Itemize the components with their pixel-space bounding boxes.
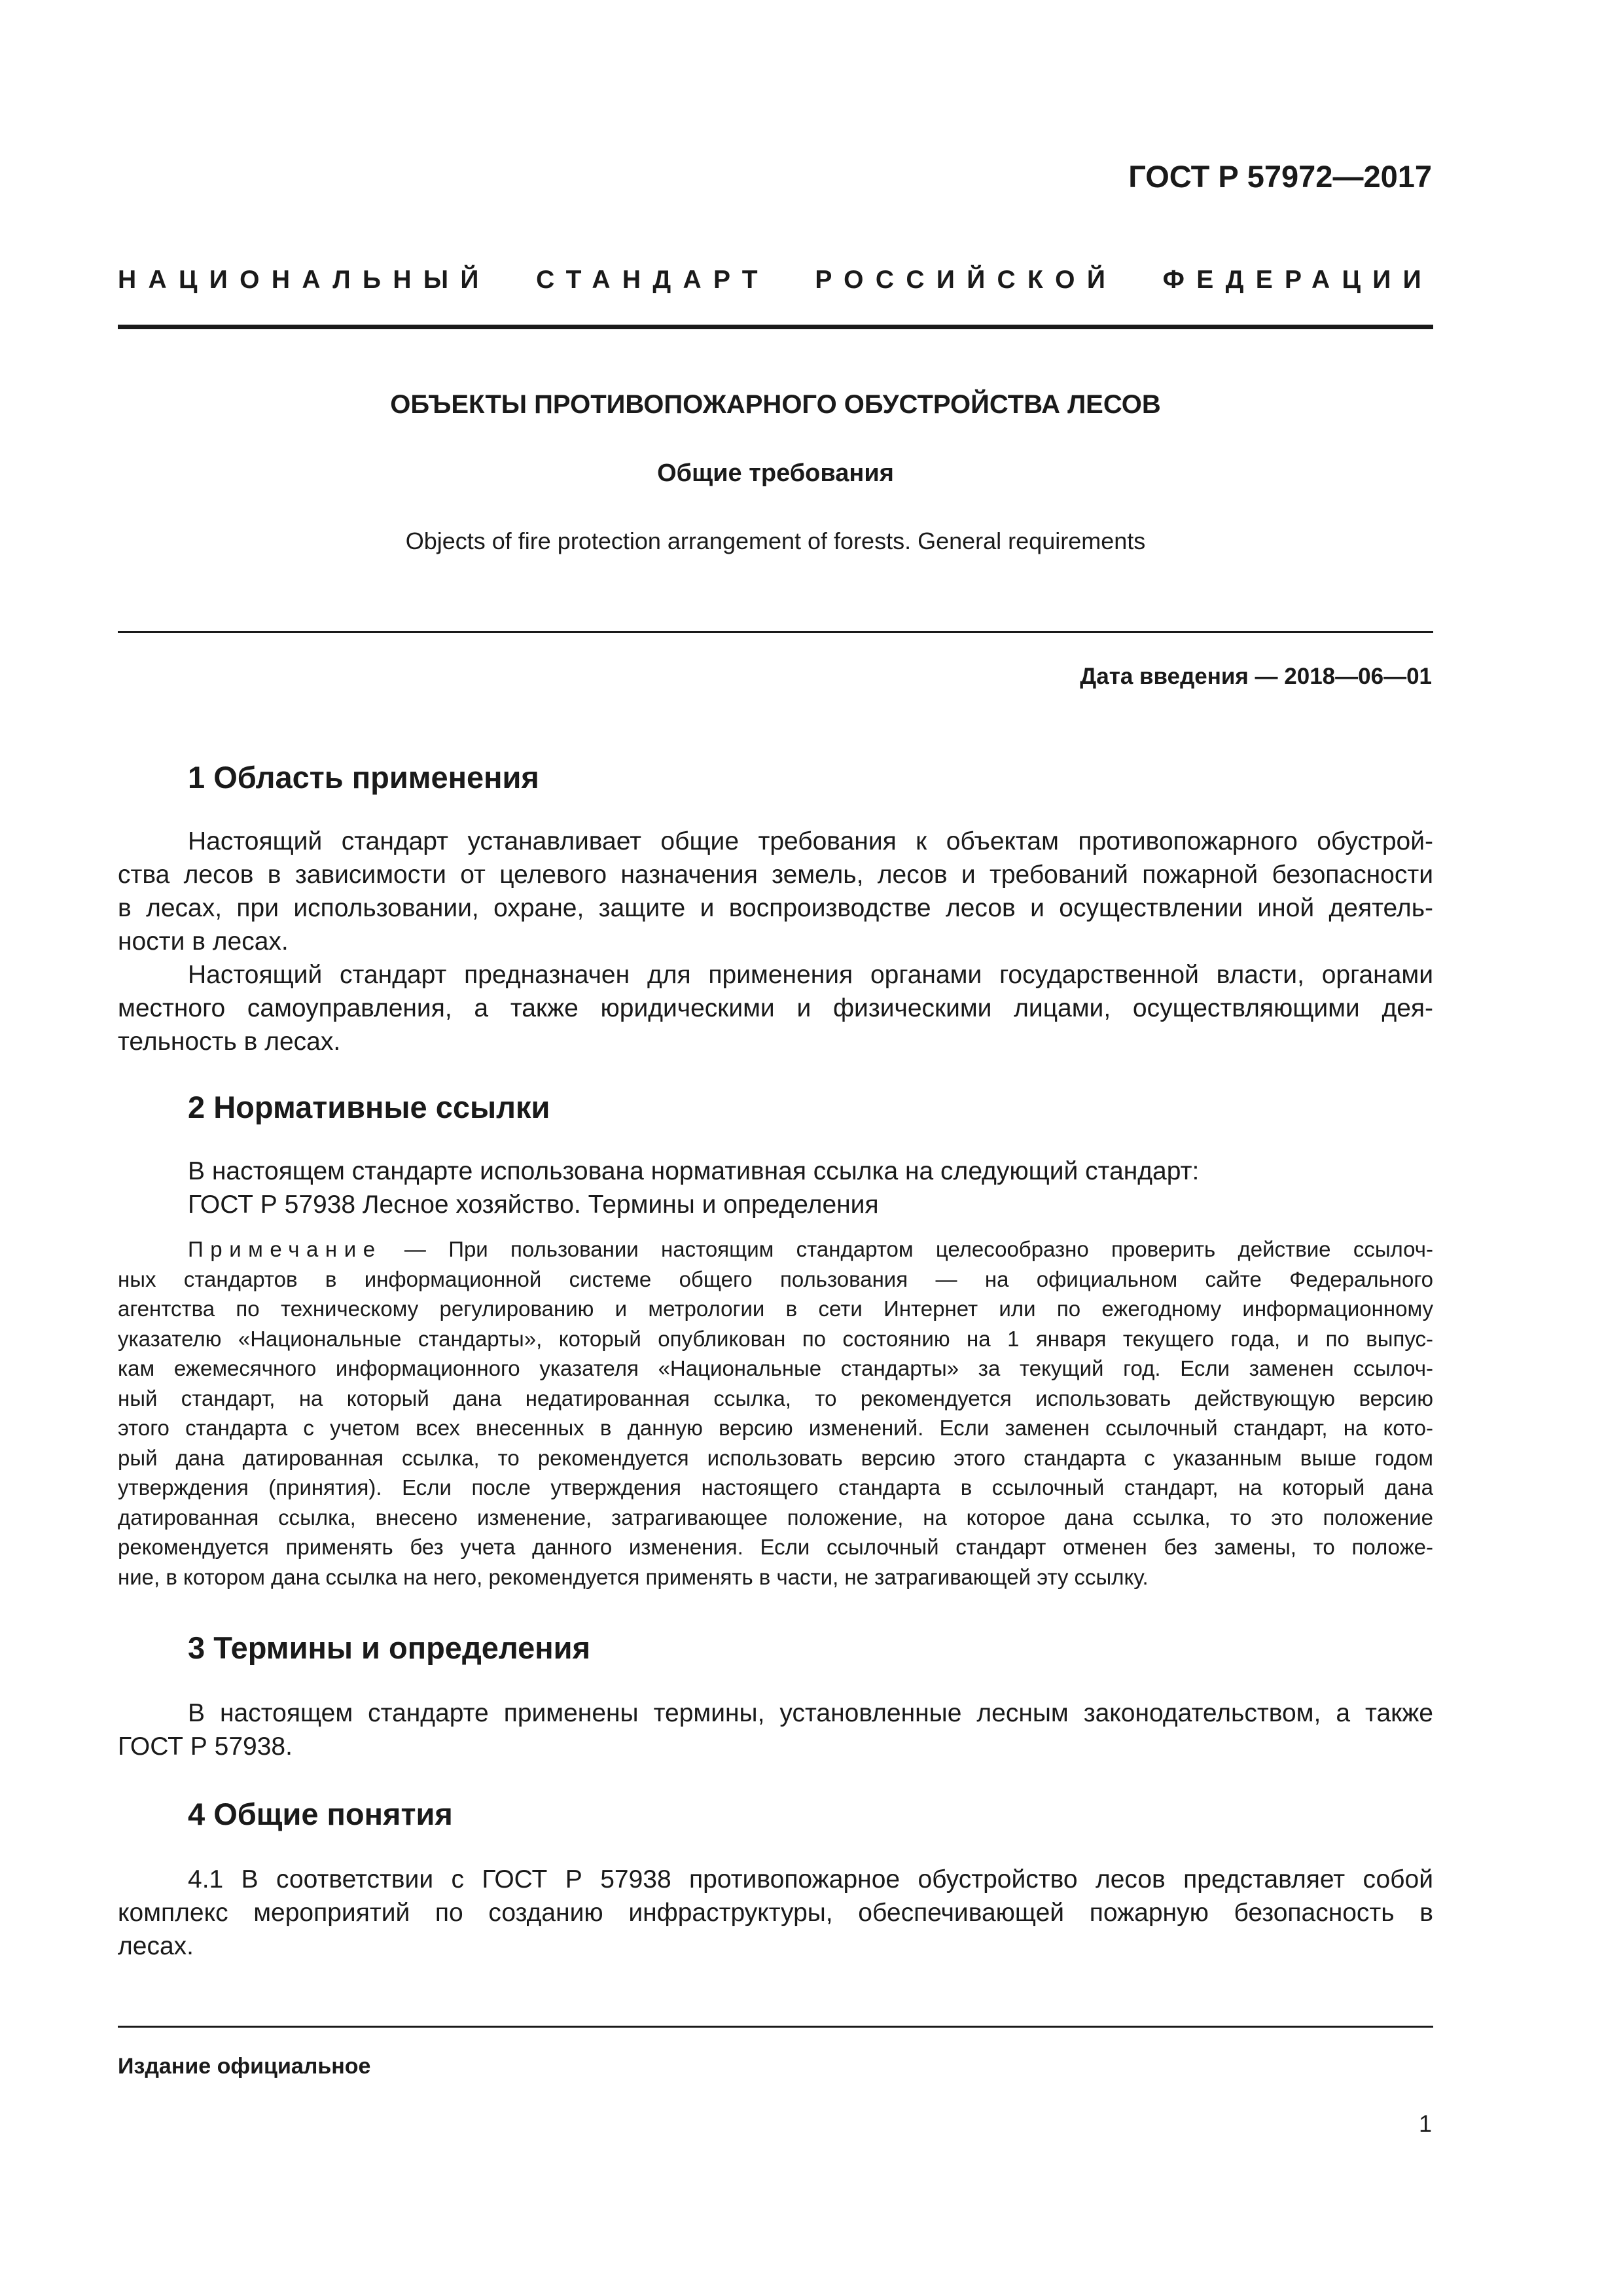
- normative-references-note: [118, 1234, 1433, 1592]
- note-line: кам ежемесячного информационного указателя «Национальные стандарты» за текущий год. Если заменен ссылоч-: [118, 1356, 1433, 1380]
- text-line: 4.1 В соответствии с ГОСТ Р 57938 противопожарное обустройство лесов представляет собой: [188, 1865, 1433, 1893]
- text-line: местного самоуправления, а также юридическими и физическими лицами, осуществляющими дея-: [118, 994, 1433, 1022]
- note-label: Примечание: [188, 1237, 382, 1261]
- note-line: рый дана датированная ссылка, то рекомендуется использовать версию этого стандарта с указанным выше годом: [118, 1445, 1433, 1470]
- note-line: указателю «Национальные стандарты», который опубликован по состоянию на 1 января текущего года, и по выпус-: [118, 1326, 1433, 1351]
- document-title: ОБЪЕКТЫ ПРОТИВОПОЖАРНОГО ОБУСТРОЙСТВА ЛЕСОВ: [390, 390, 1161, 419]
- section-1-paragraph-1: [118, 825, 1433, 958]
- text-line: Настоящий стандарт предназначен для применения органами государственной власти, органами: [188, 961, 1433, 989]
- text-line: В настоящем стандарте использована нормативная ссылка на следующий стандарт:: [188, 1157, 1200, 1185]
- section-3-heading: 3 Термины и определения: [188, 1630, 590, 1665]
- official-edition-label: Издание официальное: [118, 2054, 371, 2079]
- section-4-heading: 4 Общие понятия: [188, 1797, 453, 1831]
- text-line: В настоящем стандарте применены термины, установленные лесным законодательством, а также: [188, 1699, 1433, 1727]
- header-rule: [118, 325, 1433, 329]
- section-1-heading: 1 Область применения: [188, 760, 539, 795]
- text-line: ства лесов в зависимости от целевого назначения земель, лесов и требований пожарной безопасности: [118, 861, 1433, 889]
- document-number: ГОСТ Р 57972—2017: [1128, 159, 1432, 194]
- title-rule: [118, 631, 1433, 633]
- text-line: тельность в лесах.: [118, 1028, 341, 1056]
- note-line: этого стандарта с учетом всех внесенных в данную версию изменений. Если заменен ссылочный стандарт, на кото-: [118, 1416, 1433, 1440]
- text-line: ности в лесах.: [118, 927, 289, 956]
- page-number: 1: [1418, 2110, 1432, 2137]
- text-line: комплекс мероприятий по созданию инфраструктуры, обеспечивающей пожарную безопасность в: [118, 1899, 1433, 1927]
- note-line: датированная ссылка, внесено изменение, затрагивающее положение, на которое дана ссылка, то это положение: [118, 1505, 1433, 1530]
- note-line: агентства по техническому регулированию и метрологии в сети Интернет или по ежегодному информационному: [118, 1297, 1433, 1321]
- footer-rule: [118, 2026, 1433, 2028]
- note-line: утверждения (принятия). Если после утверждения настоящего стандарта в ссылочный стандарт, на который дана: [118, 1475, 1433, 1499]
- document-subtitle: Общие требования: [657, 459, 894, 487]
- section-1-paragraph-2: [118, 958, 1433, 1058]
- english-title: Objects of fire protection arrangement of forests. General requirements: [405, 528, 1146, 554]
- text-line: лесах.: [118, 1932, 194, 1960]
- note-line: ный стандарт, на который дана недатированная ссылка, то рекомендуется использовать действующую версию: [118, 1386, 1433, 1410]
- text-line: в лесах, при использовании, охране, защите и воспроизводстве лесов и осуществлении иной деятель-: [118, 894, 1433, 922]
- section-4-paragraph-1: [118, 1863, 1433, 1963]
- section-2-heading: 2 Нормативные ссылки: [188, 1090, 550, 1124]
- normative-reference: ГОСТ Р 57938 Лесное хозяйство. Термины и определения: [188, 1191, 879, 1219]
- note-line: ние, в котором дана ссылка на него, рекомендуется применять в части, не затрагивающей эту ссылку.: [118, 1564, 1149, 1589]
- section-2-paragraph-1: [118, 1155, 1433, 1221]
- note-line: Примечание — При пользовании настоящим стандартом целесообразно проверить действие ссылоч-: [188, 1237, 1433, 1261]
- text-line: ГОСТ Р 57938.: [118, 1732, 293, 1761]
- note-line: рекомендуется применять без учета данного изменения. Если ссылочный стандарт отменен без замены, то положе-: [118, 1535, 1433, 1559]
- national-standard-title: НАЦИОНАЛЬНЫЙ СТАНДАРТ РОССИЙСКОЙ ФЕДЕРАЦИИ: [118, 266, 1433, 294]
- text-line: Настоящий стандарт устанавливает общие требования к объектам противопожарного обустрой-: [188, 827, 1433, 855]
- section-3-paragraph-1: [118, 1696, 1433, 1763]
- introduction-date: Дата введения — 2018—06—01: [1080, 664, 1432, 689]
- note-line: ных стандартов в информационной системе общего пользования — на официальном сайте Федерального: [118, 1266, 1433, 1291]
